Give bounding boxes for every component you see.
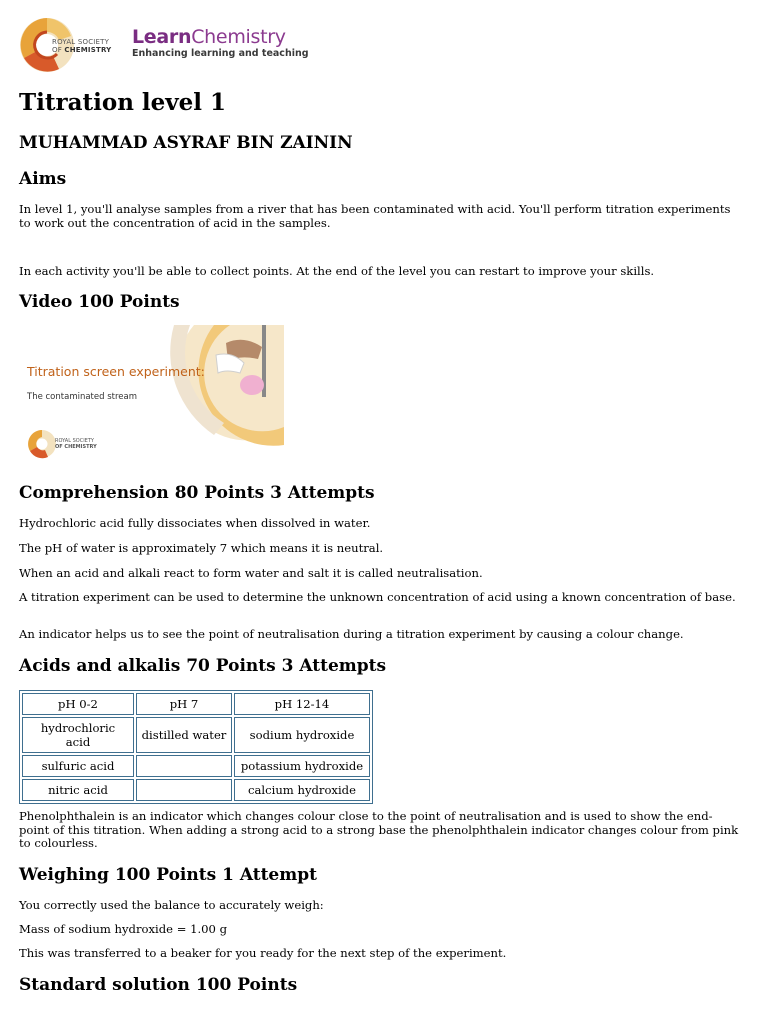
- table-cell: distilled water: [136, 717, 232, 753]
- video-heading: Video 100 Points: [19, 292, 180, 312]
- comprehension-item: The pH of water is approximately 7 which means it is neutral.: [19, 541, 384, 555]
- acids-alkalis-table: [19, 690, 373, 804]
- table-cell: sodium hydroxide: [234, 717, 370, 753]
- table-cell: [136, 755, 232, 777]
- table-cell: potassium hydroxide: [234, 755, 370, 777]
- video-thumbnail[interactable]: [19, 325, 284, 467]
- weighing-mass: Mass of sodium hydroxide = 1.00 g: [19, 922, 228, 936]
- video-rsc-line2: OF CHEMISTRY: [55, 444, 97, 450]
- column-header: pH 0-2: [22, 693, 134, 715]
- brand-learn: Learn: [132, 26, 192, 48]
- comprehension-item: Hydrochloric acid fully dissociates when dissolved in water.: [19, 516, 371, 530]
- brand-tagline: Enhancing learning and teaching: [132, 48, 309, 59]
- table-cell: [136, 779, 232, 801]
- aims-heading: Aims: [19, 169, 67, 189]
- video-thumb-title: Titration screen experiment:: [27, 364, 205, 379]
- comprehension-item: An indicator helps us to see the point of neutralisation during a titration experiment by causing a colour change.: [19, 627, 684, 641]
- video-rsc-line1: ROYAL SOCIETY: [55, 438, 94, 444]
- rsc-logo-text: [52, 38, 111, 54]
- table-cell: nitric acid: [22, 779, 134, 801]
- standard-solution-heading: Standard solution 100 Points: [19, 975, 298, 995]
- page-title: Titration level 1: [19, 89, 227, 116]
- header-logos: [19, 14, 339, 76]
- column-header: pH 12-14: [234, 693, 370, 715]
- weighing-heading: Weighing 100 Points 1 Attempt: [19, 865, 317, 885]
- comprehension-item: A titration experiment can be used to determine the unknown concentration of acid using a known concentration of base.: [19, 590, 736, 604]
- table-cell: hydrochloric acid: [22, 717, 134, 753]
- rsc-line1: ROYAL SOCIETY: [52, 38, 110, 46]
- rsc-line2: OF: [52, 46, 62, 54]
- rsc-small-logo-icon: [27, 426, 57, 462]
- titration-graphic-icon: [154, 325, 284, 467]
- table-row: [22, 755, 370, 777]
- comprehension-item: When an acid and alkali react to form water and salt it is called neutralisation.: [19, 566, 483, 580]
- phenolphthalein-note: Phenolphthalein is an indicator which changes colour close to the point of neutralisation and is used to show the end-point of this titration. When adding a strong acid to a strong base the phenolphthalein indicator changes colour from pink to colourless.: [19, 809, 739, 850]
- aims-paragraph-1: In level 1, you'll analyse samples from a river that has been contaminated with acid. You'll perform titration experiments to work out the concentration of acid in the samples.: [19, 202, 731, 230]
- learnchemistry-logo: [132, 26, 286, 48]
- table-cell: sulfuric acid: [22, 755, 134, 777]
- weighing-paragraph-1: You correctly used the balance to accurately weigh:: [19, 898, 324, 912]
- table-header-row: [22, 693, 370, 715]
- rsc-line3: CHEMISTRY: [64, 46, 112, 54]
- video-thumb-subtitle: The contaminated stream: [27, 392, 137, 402]
- aims-paragraph-2: In each activity you'll be able to collect points. At the end of the level you can restart to improve your skills.: [19, 264, 655, 278]
- table-row: [22, 779, 370, 801]
- student-name: MUHAMMAD ASYRAF BIN ZAININ: [19, 133, 353, 153]
- table-row: [22, 717, 370, 753]
- brand-chemistry: Chemistry: [191, 26, 286, 48]
- acids-heading: Acids and alkalis 70 Points 3 Attempts: [19, 656, 387, 676]
- column-header: pH 7: [136, 693, 232, 715]
- weighing-paragraph-3: This was transferred to a beaker for you ready for the next step of the experiment.: [19, 946, 507, 960]
- table-cell: calcium hydroxide: [234, 779, 370, 801]
- video-rsc-text: [55, 438, 97, 450]
- comprehension-heading: Comprehension 80 Points 3 Attempts: [19, 483, 375, 503]
